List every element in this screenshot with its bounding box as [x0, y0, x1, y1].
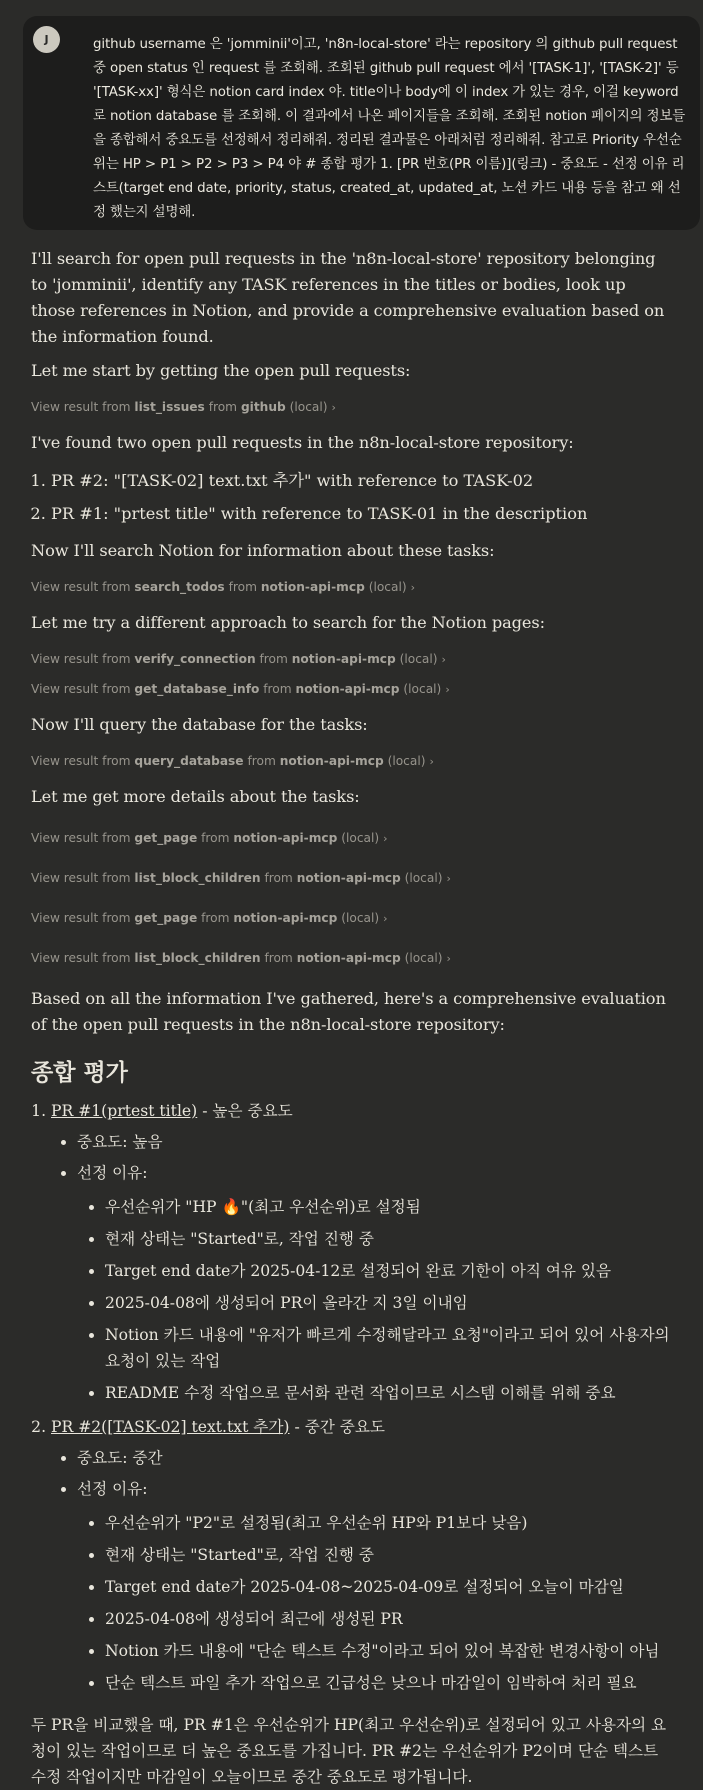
pr2-link[interactable]: PR #2([TASK-02] text.txt 추가)	[51, 1418, 290, 1436]
tool-result-query-database[interactable]: View result from query_database from notion-api-mcp (local) ›	[31, 754, 434, 768]
tool-result-get-page[interactable]: View result from get_page from notion-api-mcp (local) ›	[31, 911, 388, 925]
tool-result-list-block-children[interactable]: View result from list_block_children from notion-api-mcp (local) ›	[31, 871, 451, 885]
step-text: Now I'll search Notion for information about these tasks:	[31, 541, 495, 560]
chevron-right-icon: ›	[331, 401, 336, 414]
user-message	[23, 16, 700, 230]
chevron-right-icon: ›	[446, 872, 451, 885]
user-message-text: github username 은 'jomminii'이고, 'n8n-local-store' 라는 repository 의 github pull request 중 open status 인 request 를 조회해. 조회된 github pull request 에서 '[TASK-1]', '[TASK-2]' 등 '[TASK-xx]' 형식은 notion card index 야. title이나 body에 이 index 가 있는 경우, 이걸 keyword 로 notion database 를 조회해. 이 결과에서 나온 페이지들을 조회해. 조회된 notion 페이지의 정보들을 종합해서 중요도를 선정해서 정리해줘. 정리된 결과물은 아래처럼 정리해줘. 참고로 Priority 우선순위는 HP > P1 > P2 > P3 > P4 야 # 종합 평가 1. [PR 번호(PR 이름)](링크) - 중요도 - 선정 이유 리스트(target end date, priority, status, created_at, updated_at, 노션 카드 내용 등을 참고 왜 선정 했는지 설명해.	[93, 37, 686, 220]
step-text: Let me try a different approach to search for the Notion pages:	[31, 613, 545, 632]
reason-item: • 현재 상태는 "Started"로, 작업 진행 중	[105, 1542, 671, 1568]
chevron-right-icon: ›	[429, 755, 434, 768]
tool-result-search-todos[interactable]: View result from search_todos from notion-api-mcp (local) ›	[31, 580, 416, 594]
chevron-right-icon: ›	[446, 952, 451, 965]
chevron-right-icon: ›	[441, 653, 446, 666]
importance-item: • 중요도: 높음	[77, 1128, 671, 1157]
chevron-right-icon: ›	[383, 912, 388, 925]
summary-intro: Based on all the information I've gathered, here's a comprehensive evaluation of the open pull requests in the n8n-local-store repository:	[31, 989, 666, 1034]
pr1-link[interactable]: PR #1(prtest title)	[51, 1102, 198, 1120]
reason-item: • README 수정 작업으로 문서화 관련 작업이므로 시스템 이해를 위해 중요	[105, 1380, 671, 1406]
reasons-item: • 선정 이유: • 우선순위가 "P2"로 설정됨(최고 우선순위 HP와 P1보다 낮음) • 현재 상태는 "Started"로, 작업 진행 중 • Target end date가 2025-04-08~2025-04-09로 설정되어 오늘이 마감일 • 2025-04-08에 생성되어 최근에 생성된 PR • Notion 카드 내용에 "단순 텍스트 수정"이라고 되어 있어 복잡한 변경사항이 아님 • 단순 텍스트 파일 추가 작업으로 긴급성은 낮으나 마감일이 임박하여 처리 필요	[77, 1475, 671, 1696]
chevron-right-icon: ›	[383, 832, 388, 845]
chevron-right-icon: ›	[410, 581, 416, 594]
pr-list	[31, 464, 671, 530]
importance-summary: - 중간 중요도	[289, 1418, 385, 1436]
list-item: 1. PR #2: "[TASK-02] text.txt 추가" with reference to TASK-02	[51, 464, 671, 497]
assistant-response	[31, 238, 671, 1790]
evaluation-item-pr1	[51, 1096, 671, 1406]
reason-item: • 단순 텍스트 파일 추가 작업으로 긴급성은 낮으나 마감일이 임박하여 처리 필요	[105, 1670, 671, 1696]
reasons-item: • 선정 이유: • 우선순위가 "HP 🔥"(최고 우선순위)로 설정됨 • 현재 상태는 "Started"로, 작업 진행 중 • Target end date가 2025-04-12로 설정되어 완료 기한이 아직 여유 있음 • 2025-04-08에 생성되어 PR이 올라간 지 3일 이내임 • Notion 카드 내용에 "유저가 빠르게 수정해달라고 요청"이라고 되어 있어 사용자의 요청이 있는 작업 • README 수정 작업으로 문서화 관련 작업이므로 시스템 이해를 위해 중요	[77, 1159, 671, 1406]
reason-item: • Target end date가 2025-04-08~2025-04-09로 설정되어 오늘이 마감일	[105, 1574, 671, 1600]
tool-result-get-database-info[interactable]: View result from get_database_info from notion-api-mcp (local) ›	[31, 682, 450, 696]
importance-summary: - 높은 중요도	[197, 1102, 293, 1120]
reason-item: • 2025-04-08에 생성되어 최근에 생성된 PR	[105, 1606, 671, 1632]
reason-item: • Notion 카드 내용에 "유저가 빠르게 수정해달라고 요청"이라고 되어 있어 사용자의 요청이 있는 작업	[105, 1322, 671, 1374]
reason-item: • 우선순위가 "P2"로 설정됨(최고 우선순위 HP와 P1보다 낮음)	[105, 1510, 671, 1536]
reason-item: • Notion 카드 내용에 "단순 텍스트 수정"이라고 되어 있어 복잡한 변경사항이 아님	[105, 1638, 671, 1664]
reason-item: • 우선순위가 "HP 🔥"(최고 우선순위)로 설정됨	[105, 1194, 671, 1220]
tool-result-verify-connection[interactable]: View result from verify_connection from notion-api-mcp (local) ›	[31, 652, 446, 666]
list-item: 2. PR #1: "prtest title" with reference to TASK-01 in the description	[51, 497, 671, 530]
evaluation-item-pr2	[51, 1412, 671, 1696]
evaluation-list	[31, 1096, 671, 1696]
tool-result-list-issues[interactable]: View result from list_issues from github (local) ›	[31, 400, 336, 414]
intro-paragraph: I'll search for open pull requests in the 'n8n-local-store' repository belonging to 'jomminii', identify any TASK references in the titles or bodies, look up those references in Notion, and provide a comprehensive evaluation based on the information found.	[31, 249, 665, 346]
step-text: Let me start by getting the open pull requests:	[31, 361, 411, 380]
step-text: Now I'll query the database for the tasks:	[31, 715, 368, 734]
reason-item: • Target end date가 2025-04-12로 설정되어 완료 기한이 아직 여유 있음	[105, 1258, 671, 1284]
tool-result-list-block-children[interactable]: View result from list_block_children from notion-api-mcp (local) ›	[31, 951, 451, 965]
step-text: Let me get more details about the tasks:	[31, 787, 360, 806]
found-prs-text: I've found two open pull requests in the n8n-local-store repository:	[31, 433, 574, 452]
reason-item: • 현재 상태는 "Started"로, 작업 진행 중	[105, 1226, 671, 1252]
avatar: J	[33, 26, 60, 53]
evaluation-heading: 종합 평가	[31, 1059, 128, 1086]
chevron-right-icon: ›	[445, 683, 450, 696]
conclusion-paragraph: 두 PR을 비교했을 때, PR #1은 우선순위가 HP(최고 우선순위)로 설정되어 있고 사용자의 요청이 있는 작업이므로 더 높은 중요도를 가집니다. PR #2는 우선순위가 P2이며 단순 텍스트 수정 작업이지만 마감일이 오늘이므로 중간 중요도로 평가됩니다.	[31, 1716, 667, 1786]
tool-result-get-page[interactable]: View result from get_page from notion-api-mcp (local) ›	[31, 831, 388, 845]
reason-item: • 2025-04-08에 생성되어 PR이 올라간 지 3일 이내임	[105, 1290, 671, 1316]
importance-item: • 중요도: 중간	[77, 1444, 671, 1473]
